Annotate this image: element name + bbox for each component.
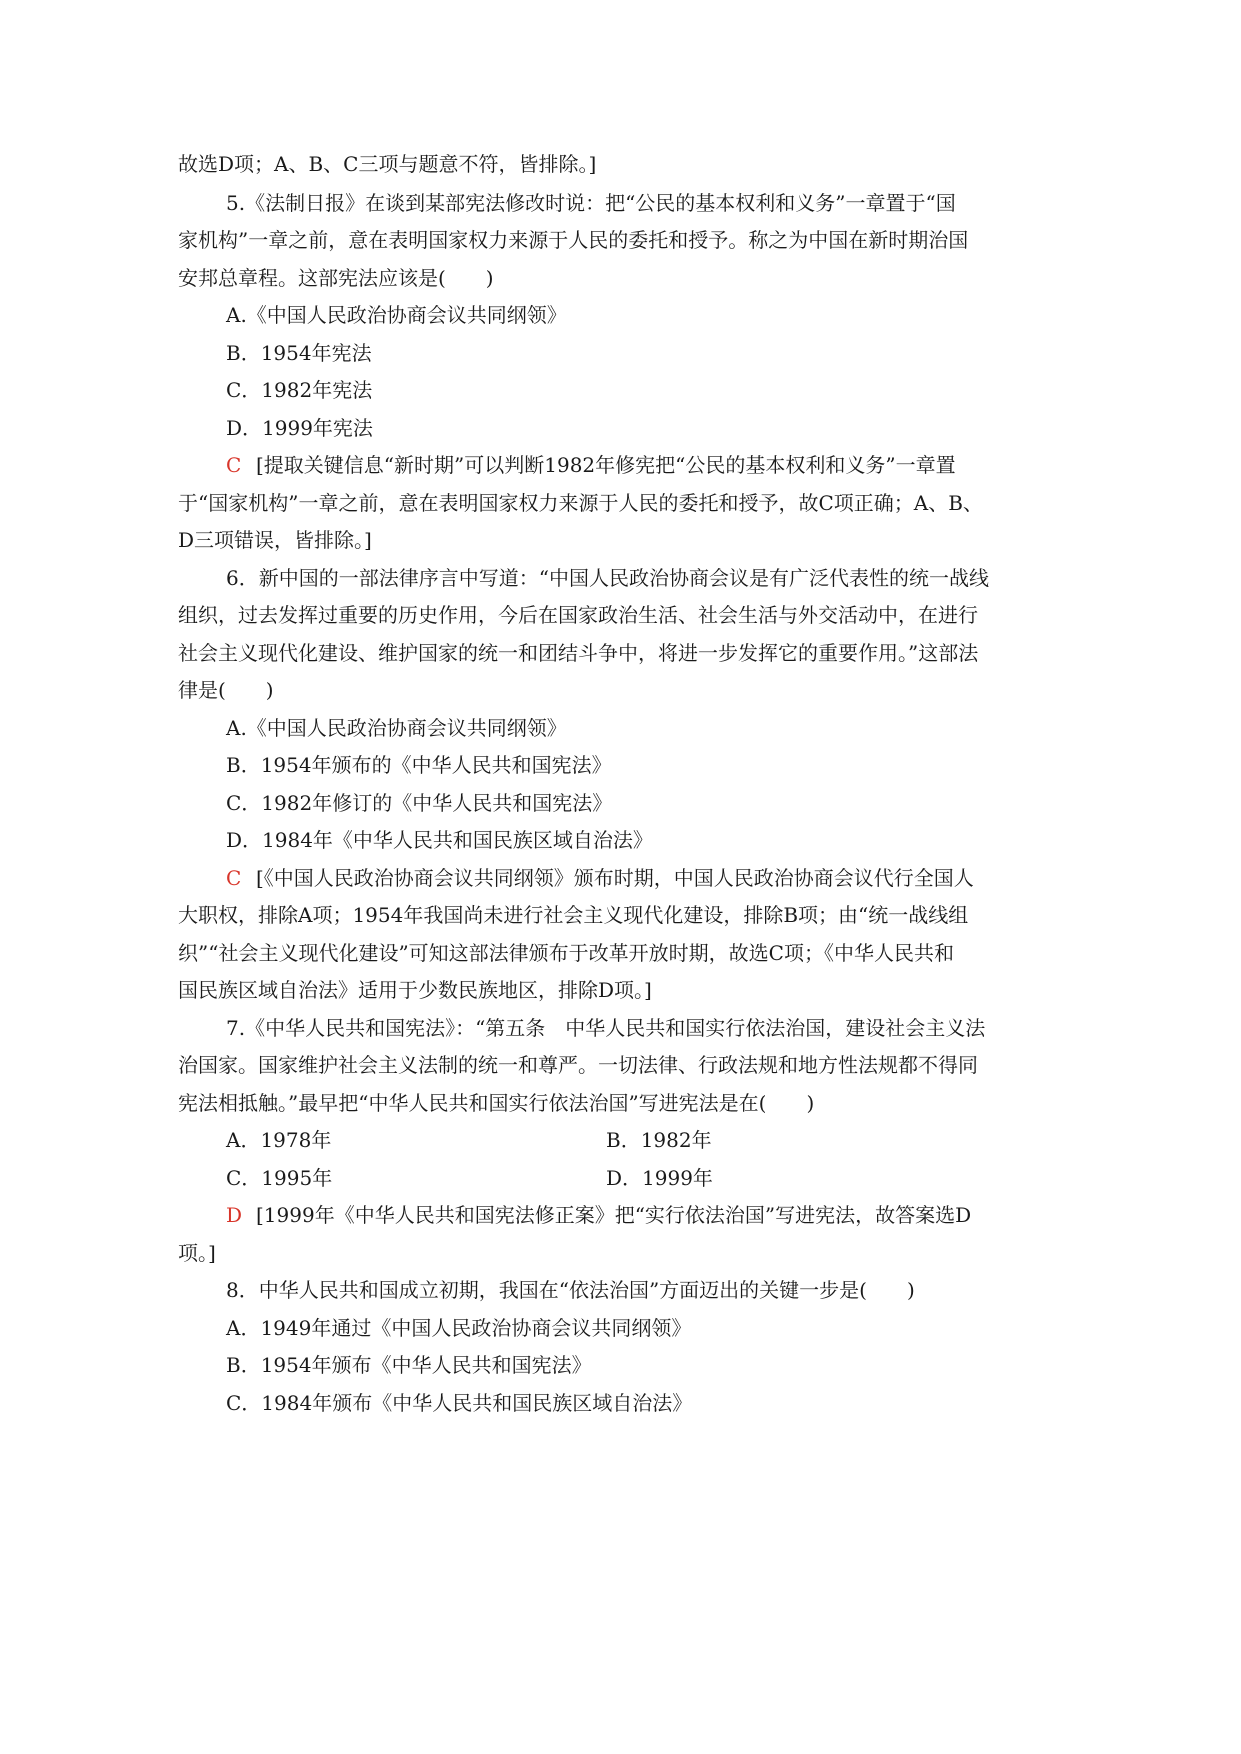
text-line: 安邦总章程。这部宪法应该是( ) (178, 266, 494, 290)
text-line: 治国家。国家维护社会主义法制的统一和尊严。一切法律、行政法规和地方性法规都不得同 (178, 1053, 978, 1077)
text-line: 社会主义现代化建设、维护国家的统一和团结斗争中，将进一步发挥它的重要作用。”这部法 (178, 641, 979, 665)
option-c: C．1982年宪法 (226, 378, 373, 402)
text-line: 宪法相抵触。”最早把“中华人民共和国实行依法治国”写进宪法是在( ) (178, 1091, 815, 1115)
option-b: B．1954年颁布《中华人民共和国宪法》 (226, 1353, 592, 1377)
option-a: A．1949年通过《中国人民政治协商会议共同纲领》 (226, 1316, 692, 1340)
question-8-stem: 8．中华人民共和国成立初期，我国在“依法治国”方面迈出的关键一步是( ) (226, 1278, 915, 1302)
question-7-stem: 7.《中华人民共和国宪法》：“第五条 中华人民共和国实行依法治国，建设社会主义法 (226, 1016, 986, 1040)
explanation-line: D三项错误，皆排除。] (178, 528, 372, 552)
explanation-line: [1999年《中华人民共和国宪法修正案》把“实行依法治国”写进宪法，故答案选D (256, 1203, 972, 1227)
option-d: D．1999年宪法 (226, 416, 373, 440)
text-line: 组织，过去发挥过重要的历史作用，今后在国家政治生活、社会生活与外交活动中，在进行 (178, 603, 978, 627)
explanation-line: 大职权，排除A项；1954年我国尚未进行社会主义现代化建设，排除B项；由“统一战线组 (178, 903, 969, 927)
option-b: B．1954年颁布的《中华人民共和国宪法》 (226, 753, 612, 777)
answer-letter: C (226, 866, 242, 890)
option-d: D．1999年 (606, 1166, 713, 1190)
explanation-line: [《中国人民政治协商会议共同纲领》颁布时期，中国人民政治协商会议代行全国人 (256, 866, 974, 890)
explanation-line: 国民族区域自治法》适用于少数民族地区，排除D项。] (178, 978, 652, 1002)
question-6-stem: 6．新中国的一部法律序言中写道：“中国人民政治协商会议是有广泛代表性的统一战线 (226, 566, 989, 590)
answer-letter: C (226, 453, 242, 477)
option-c: C．1982年修订的《中华人民共和国宪法》 (226, 791, 613, 815)
option-b: B．1982年 (606, 1128, 712, 1152)
option-d: D．1984年《中华人民共和国民族区域自治法》 (226, 828, 653, 852)
option-a: A.《中国人民政治协商会议共同纲领》 (226, 716, 567, 740)
answer-letter: D (226, 1203, 243, 1227)
text-line: 家机构”一章之前，意在表明国家权力来源于人民的委托和授予。称之为中国在新时期治国 (178, 228, 969, 252)
explanation-line: [提取关键信息“新时期”可以判断1982年修宪把“公民的基本权利和义务”一章置 (256, 453, 956, 477)
option-c: C．1995年 (226, 1166, 333, 1190)
explanation-line: 于“国家机构”一章之前，意在表明国家权力来源于人民的委托和授予，故C项正确；A、B、 (178, 491, 983, 515)
text-line: 律是( ) (178, 678, 274, 702)
option-a: A.《中国人民政治协商会议共同纲领》 (226, 303, 567, 327)
option-b: B．1954年宪法 (226, 341, 372, 365)
question-5-stem: 5.《法制日报》在谈到某部宪法修改时说：把“公民的基本权利和义务”一章置于“国 (226, 191, 956, 215)
text-line: 故选D项；A、B、C三项与题意不符，皆排除。] (178, 152, 597, 176)
option-a: A．1978年 (226, 1128, 332, 1152)
explanation-line: 项。] (178, 1241, 216, 1265)
explanation-line: 织”“社会主义现代化建设”可知这部法律颁布于改革开放时期，故选C项；《中华人民共和 (178, 941, 954, 965)
option-c: C．1984年颁布《中华人民共和国民族区域自治法》 (226, 1391, 693, 1415)
